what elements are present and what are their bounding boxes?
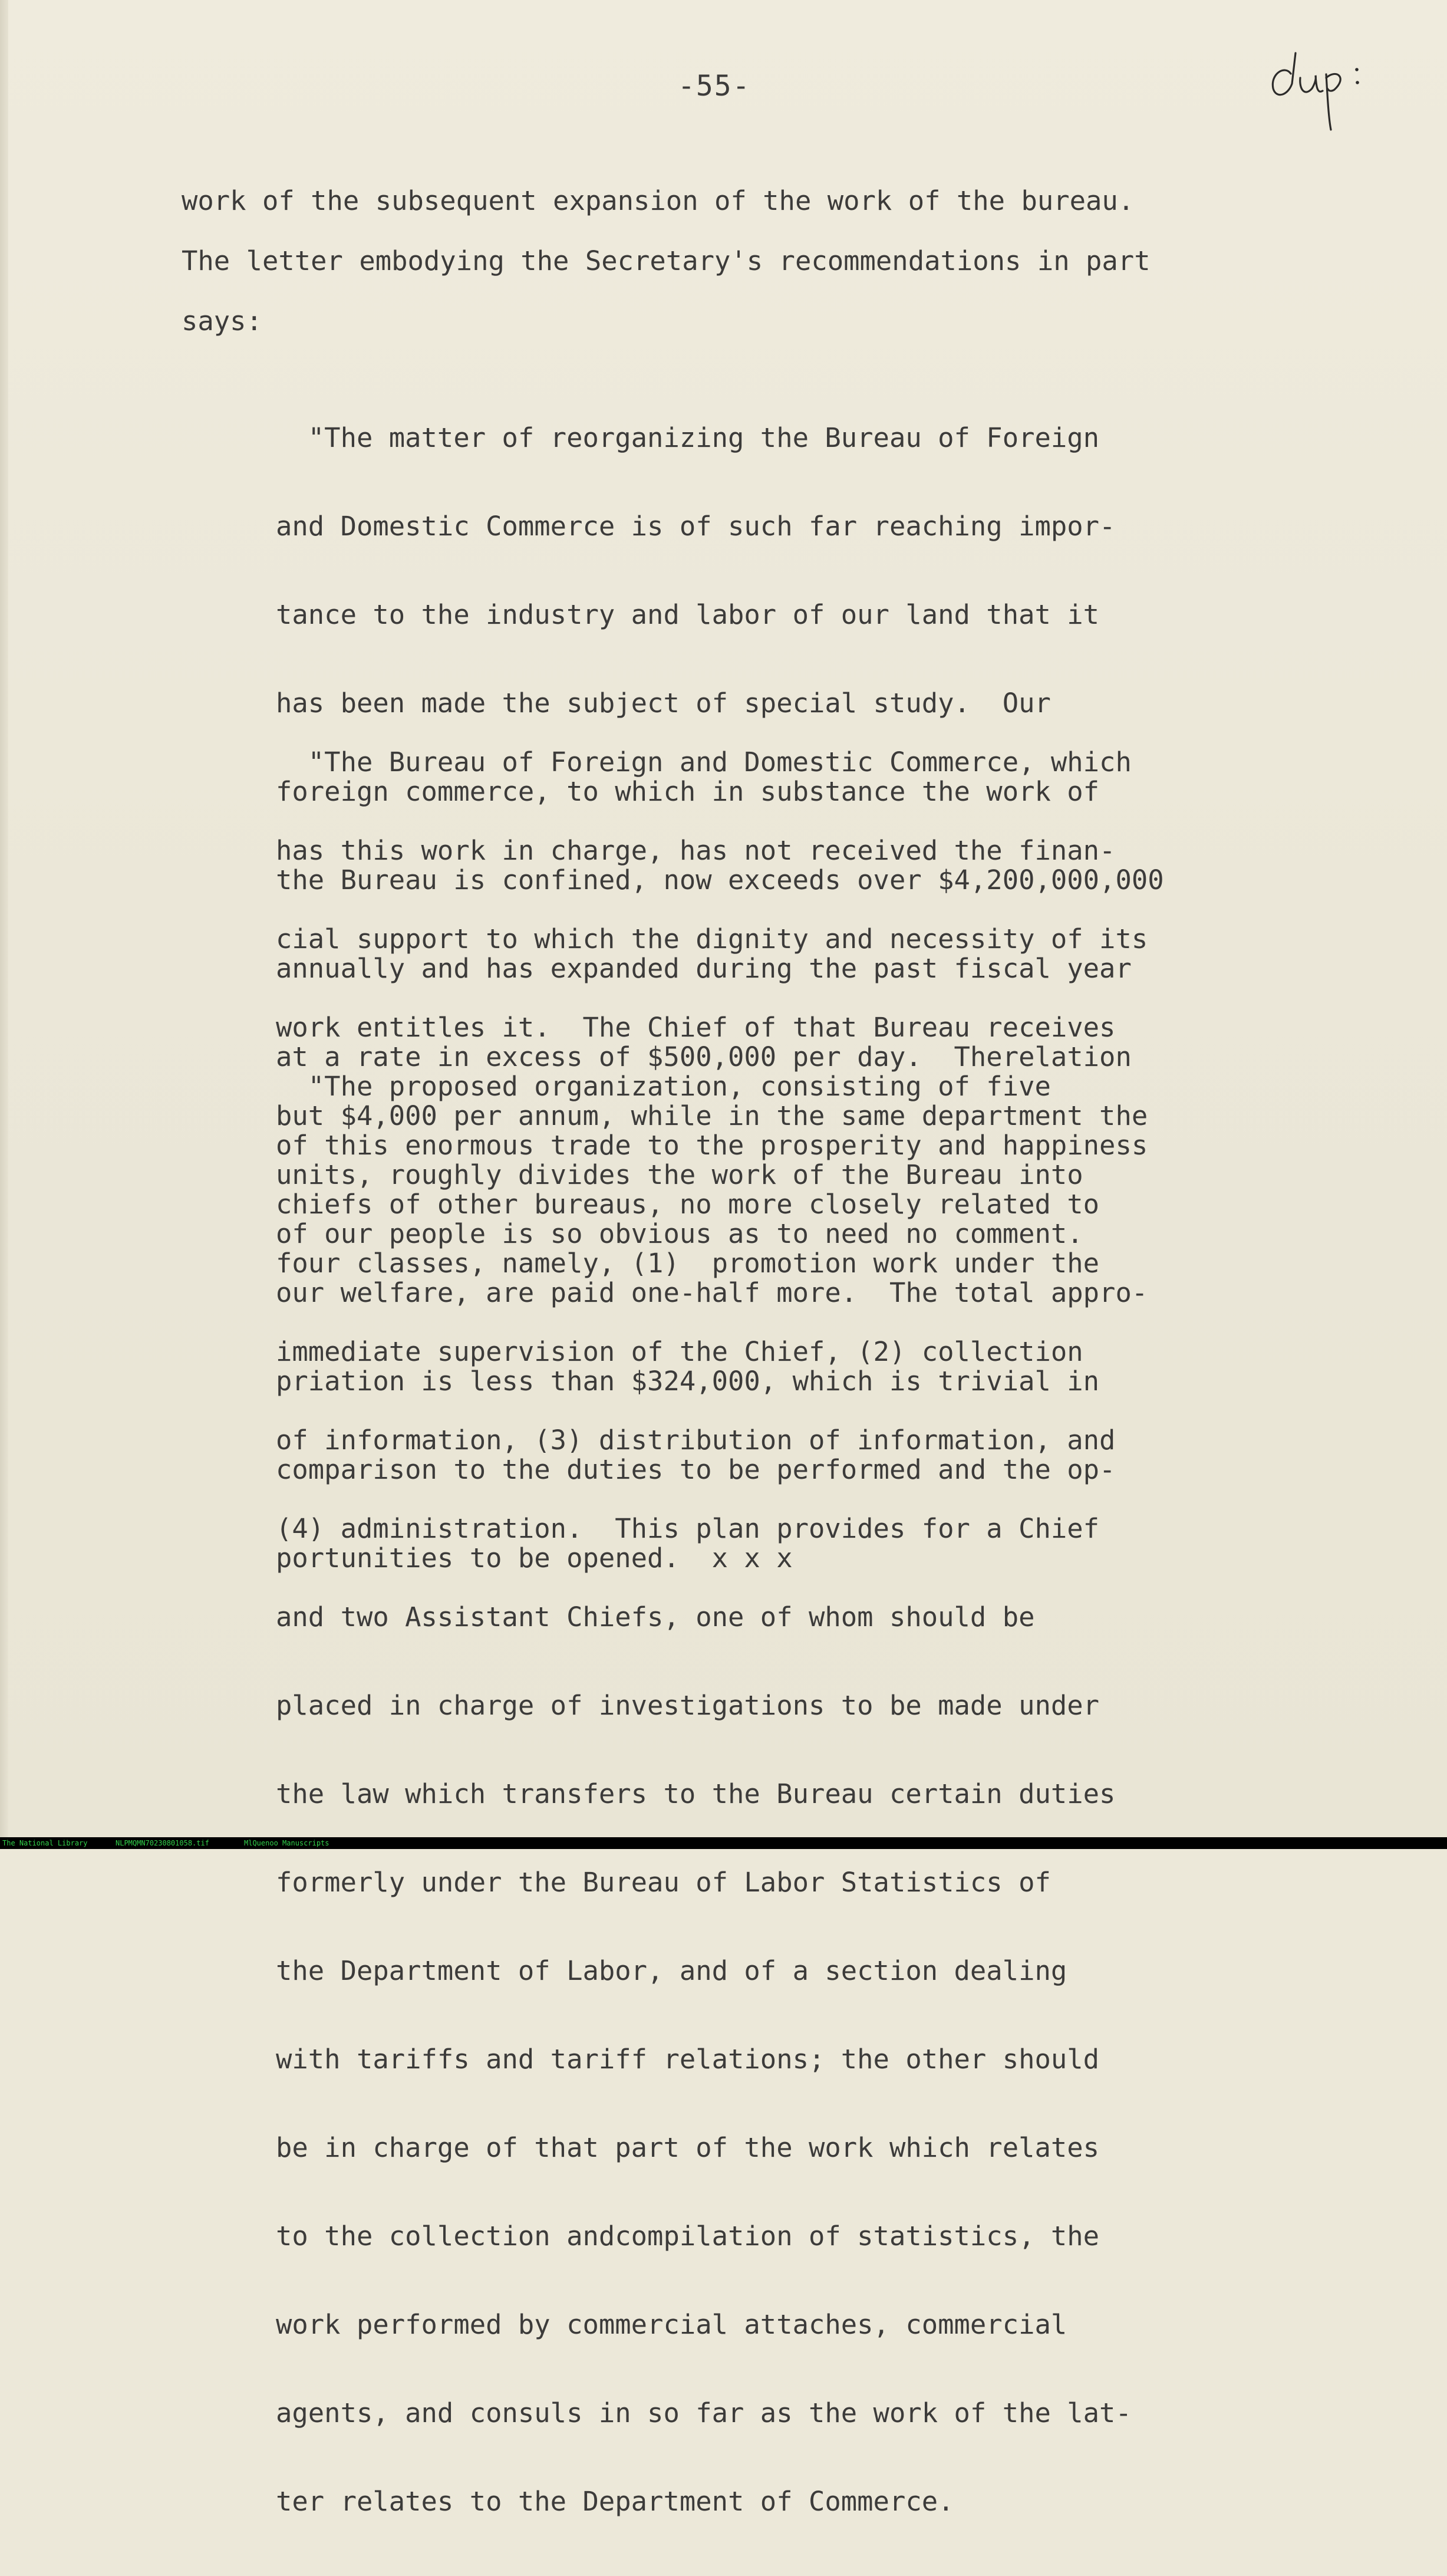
- quote-line: portunities to be opened. x x x: [276, 1542, 793, 1574]
- quote-line: annually and has expanded during the past fiscal year: [276, 953, 1132, 984]
- quote-line: and two Assistant Chiefs, one of whom should be: [276, 1601, 1035, 1633]
- quote-line: (4) administration. This plan provides for a Chief: [276, 1513, 1100, 1544]
- handwritten-annotation-dup: [1261, 41, 1362, 142]
- quote-line: ter relates to the Department of Commerce.: [276, 2486, 954, 2517]
- quote-line: formerly under the Bureau of Labor Statistics of: [276, 1867, 1051, 1898]
- footer-library: The National Library: [2, 1839, 88, 1847]
- quote-line: chiefs of other bureaus, no more closely related to: [276, 1189, 1100, 1220]
- quote-line: our welfare, are paid one-half more. The total appro-: [276, 1277, 1148, 1308]
- quote-line: has been made the subject of special study. Our: [276, 687, 1051, 719]
- quote-line: with tariffs and tariff relations; the other should: [276, 2044, 1100, 2075]
- quote-line: of this enormous trade to the prosperity and happiness: [276, 1130, 1148, 1161]
- quote-line: tance to the industry and labor of our land that it: [276, 599, 1100, 630]
- quote-line: but $4,000 per annum, while in the same department the: [276, 1100, 1148, 1131]
- quote-line: work entitles it. The Chief of that Bureau receives: [276, 1012, 1116, 1043]
- quote-line: "The Bureau of Foreign and Domestic Commerce, which: [276, 746, 1132, 778]
- quote-line: priation is less than $324,000, which is trivial in: [276, 1366, 1100, 1397]
- quote-line: "The proposed organization, consisting of five: [276, 1071, 1051, 1102]
- quote-line: cial support to which the dignity and necessity of its: [276, 923, 1148, 955]
- quote-line: placed in charge of investigations to be made under: [276, 1690, 1100, 1721]
- quote-line: and Domestic Commerce is of such far reaching impor-: [276, 511, 1116, 542]
- page-edge-shadow: [0, 0, 8, 1837]
- quote-line: of our people is so obvious as to need no comment.: [276, 1218, 1083, 1249]
- quote-line: foreign commerce, to which in substance the work of: [276, 776, 1100, 807]
- intro-line-1: work of the subsequent expansion of the work of the bureau.: [182, 185, 1135, 216]
- quote-line: work performed by commercial attaches, commercial: [276, 2309, 1067, 2340]
- intro-line-2: The letter embodying the Secretary's recommendations in part: [182, 245, 1151, 277]
- quote-line: the Department of Labor, and of a section dealing: [276, 1955, 1067, 1986]
- quote-line: comparison to the duties to be performed and the op-: [276, 1454, 1116, 1485]
- footer-collection: MlQuenoo Manuscripts: [244, 1839, 329, 1847]
- quote-line: to the collection andcompilation of statistics, the: [276, 2220, 1100, 2252]
- intro-line-3: says:: [182, 305, 262, 337]
- quote-line: agents, and consuls in so far as the work of the lat-: [276, 2397, 1132, 2429]
- quote-line: immediate supervision of the Chief, (2) collection: [276, 1336, 1083, 1367]
- scanner-footer-strip: [0, 1837, 1447, 1849]
- quote-line: units, roughly divides the work of the Bureau into: [276, 1159, 1083, 1190]
- quote-line: of information, (3) distribution of information, and: [276, 1424, 1116, 1456]
- quote-line: the Bureau is confined, now exceeds over $4,200,000,000: [276, 864, 1164, 896]
- page-number: -55-: [678, 70, 751, 103]
- quote-line: at a rate in excess of $500,000 per day. Therelation: [276, 1041, 1132, 1072]
- footer-file-id: NLPMQMN70230801058.tif: [116, 1839, 209, 1847]
- quote-line: has this work in charge, has not received the finan-: [276, 835, 1116, 866]
- quote-line: the law which transfers to the Bureau certain duties: [276, 1778, 1116, 1810]
- quote-line: be in charge of that part of the work which relates: [276, 2132, 1100, 2163]
- quote-line: "The matter of reorganizing the Bureau of Foreign: [276, 422, 1100, 453]
- quote-line: four classes, namely, (1) promotion work under the: [276, 1248, 1100, 1279]
- quote-paragraph-3: [276, 1013, 1132, 2575]
